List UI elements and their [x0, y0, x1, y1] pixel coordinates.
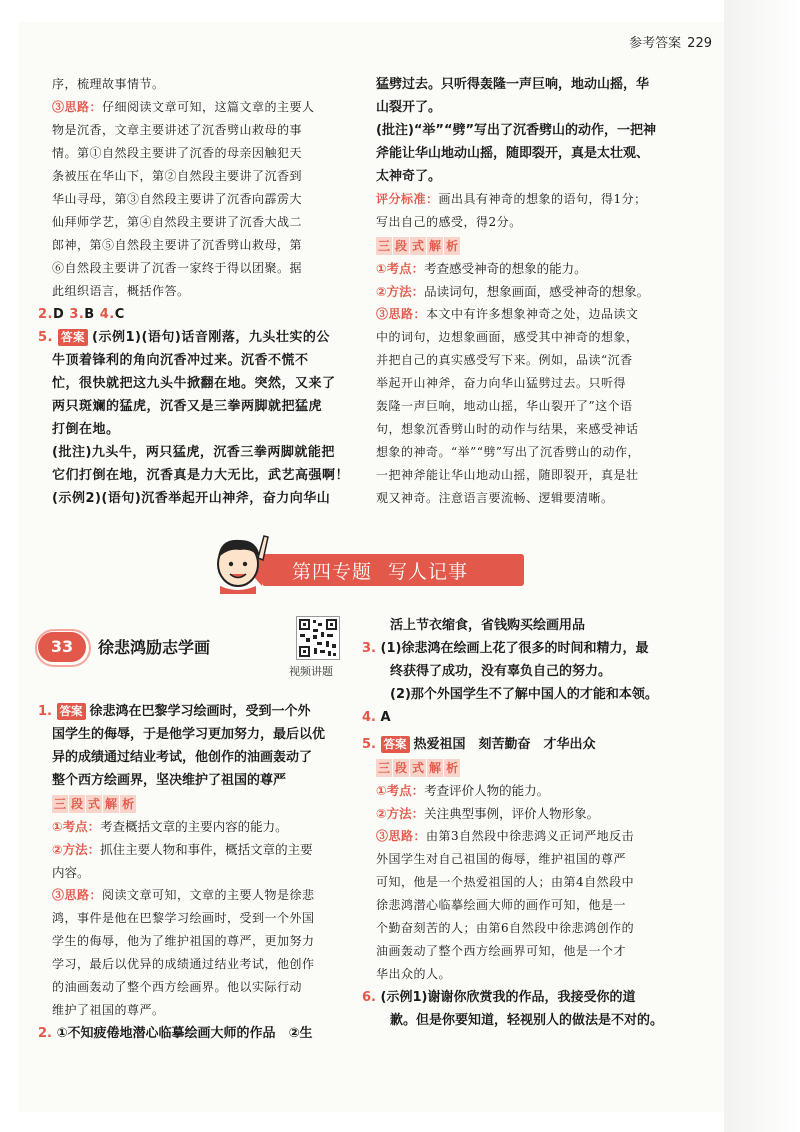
text-line: 句，想象沉香劈山时的动作与结果，来感受神话 [376, 422, 639, 436]
text-span: 考查感受神奇的想象的能力。 [424, 261, 587, 276]
text-line: 仙拜师学艺，第④自然段主要讲了沉香大战二 [52, 215, 303, 229]
text-line: (示例2)(语句)沉香举起开山神斧，奋力向华山 [52, 491, 331, 506]
text-line: 油画轰动了整个西方绘画界可知，他是一个才 [376, 944, 627, 958]
text-line: 山裂开了。 [376, 100, 442, 115]
text-line: 写出自己的感受，得2分。 [376, 215, 522, 229]
q6-number: 6. [362, 990, 376, 1005]
text-line: (批注)九头牛，两只猛虎，沉香三拳两脚就能把 [52, 445, 335, 460]
answers-2-4 [38, 303, 364, 326]
text-span: 由第3自然段中徐悲鸿义正词严地反击 [426, 829, 635, 843]
banner-part2: 写人记事 [388, 561, 469, 583]
text-line: 它们打倒在地，沉香真是力大无比，武艺高强啊！ [52, 468, 350, 483]
label-char: 式 [412, 239, 425, 253]
text-line: 鸿，事件是他在巴黎学习绘画时，受到一个外国 [52, 911, 315, 925]
text-line: 的油画轰动了整个西方绘画界。他以实际行动 [52, 980, 303, 994]
q4-number: 4. [362, 710, 376, 725]
text-line [38, 700, 364, 723]
thinking-tag: ③思路： [52, 888, 103, 902]
label-char: 式 [88, 797, 101, 811]
text-line: 并把自己的真实感受写下来。例如，品读“沉香 [376, 353, 633, 367]
banner-title [292, 557, 468, 584]
text-line: 打倒在地。 [52, 422, 120, 437]
page-header [629, 32, 712, 51]
text-span: (示例1)谢谢你欣赏我的作品，我接受你的道 [380, 990, 636, 1005]
q4-answer: C [114, 307, 125, 322]
text-line: 郎神，第⑤自然段主要讲了沉香劈山救母，第 [52, 238, 303, 252]
text-line: 华出众的人。 [376, 967, 452, 981]
text-line [376, 779, 694, 802]
text-line: 学生的侮辱，他为了维护祖国的尊严，更加努力 [52, 934, 315, 948]
boy-mascot-icon [206, 528, 276, 594]
text-line [376, 303, 694, 326]
page-edge-shadow [724, 0, 800, 1132]
text-line: 情。第①自然段主要讲了沉香的母亲因触犯天 [52, 146, 303, 160]
text-line: 太神奇了。 [376, 169, 442, 184]
text-line: 猛劈过去。只听得轰隆一声巨响，地动山摇，华 [376, 77, 650, 92]
text-line: 华山寻母，第③自然段主要讲了沉香向霹雳大 [52, 192, 303, 206]
text-span: (1)徐悲鸿在绘画上花了很多的时间和精力，最 [380, 641, 649, 656]
text-span: 仔细阅读文章可知，这篇文章的主要人 [102, 100, 315, 114]
answer-label: 答案 [381, 736, 410, 753]
label-char: 解 [105, 797, 118, 811]
thinking-tag: ③思路： [52, 100, 103, 114]
text-line: 可知，他是一个热爱祖国的人；由第4自然段中 [376, 875, 635, 889]
text-line [52, 815, 364, 838]
label-char: 三 [378, 761, 391, 775]
text-span: A [380, 710, 391, 725]
q1-number: 1. [38, 704, 52, 719]
lesson-number-badge: 33 [38, 632, 86, 662]
text-line: 活上节衣缩食，省钱购买绘画用品 [390, 618, 586, 633]
text-span: 考查概括文章的主要内容的能力。 [100, 819, 288, 834]
label-char: 段 [71, 797, 84, 811]
text-line [376, 188, 694, 211]
method-tag: ②方法： [376, 806, 425, 821]
text-line: 终获得了成功，没有辜负自己的努力。 [390, 664, 612, 679]
text-line [52, 838, 364, 861]
q3-number: 3. [69, 307, 85, 322]
left-bottom-column [38, 700, 364, 1045]
text-span: 阅读文章可知，文章的主要人物是徐悲 [102, 888, 315, 902]
text-line: (2)那个外国学生不了解中国人的才能和本领。 [390, 687, 658, 702]
text-span: 画出具有神奇的想象的语句，得1分； [438, 192, 647, 206]
text-span: 本文中有许多想象神奇之处，边品读文 [426, 307, 639, 321]
three-step-analysis-label [376, 759, 461, 777]
text-line: 外国学生对自己祖国的侮辱，维护祖国的尊严 [376, 852, 627, 866]
q3-answer: B [84, 307, 95, 322]
left-top-column [38, 73, 364, 510]
label-char: 解 [429, 761, 442, 775]
q4-number: 4. [99, 307, 115, 322]
text-line: 维护了祖国的尊严。 [52, 1003, 165, 1017]
three-step-analysis-label [376, 237, 461, 255]
text-span: (示例1)(语句)话音刚落，九头壮实的公 [92, 330, 330, 345]
label-char: 段 [395, 239, 408, 253]
scoring-tag: 评分标准： [376, 192, 439, 206]
point-tag: ①考点： [52, 819, 101, 834]
answer-label: 答案 [58, 329, 88, 346]
text-line [362, 986, 694, 1009]
text-line: 序，梳理故事情节。 [52, 77, 165, 91]
text-line [52, 96, 364, 119]
text-span: 抓住主要人物和事件，概括文章的主要 [100, 842, 313, 857]
text-line: 轰隆一声巨响，地动山摇，华山裂开了”这个语 [376, 399, 633, 413]
text-line: 忙，很快就把这九头牛掀翻在地。突然，又来了 [52, 376, 336, 391]
banner-part1: 第四专题 [292, 561, 373, 583]
text-line: 徐悲鸿潜心临摹绘画大师的画作可知，他是一 [376, 898, 627, 912]
text-line: 一把神斧能让华山地动山摇，随即裂开，真是壮 [376, 468, 639, 482]
text-line [376, 825, 694, 848]
text-line [376, 280, 694, 303]
label-char: 段 [395, 761, 408, 775]
q5-number: 5. [38, 330, 53, 345]
thinking-tag: ③思路： [376, 829, 427, 843]
text-line [38, 326, 364, 349]
text-line: 两只斑斓的猛虎，沉香又是三拳两脚就把猛虎 [52, 399, 323, 414]
text-line: 歉。但是你要知道，轻视别人的做法是不对的。 [390, 1013, 664, 1028]
text-span: ①不知疲倦地潜心临摹绘画大师的作品 ②生 [56, 1026, 313, 1041]
text-line [376, 802, 694, 825]
text-line: 此组织语言，概括作答。 [52, 284, 190, 298]
right-bottom-column [362, 614, 694, 1032]
text-line: 举起开山神斧，奋力向华山猛劈过去。只听得 [376, 376, 627, 390]
text-line [362, 706, 694, 729]
page-number: 229 [687, 36, 712, 51]
qr-label: 视频讲题 [289, 665, 333, 678]
text-line: 牛顶着锋利的角向沉香冲过来。沉香不慌不 [52, 353, 309, 368]
text-line [362, 733, 694, 756]
thinking-tag: ③思路： [376, 307, 427, 321]
text-line: 个勤奋刻苦的人；由第6自然段中徐悲鸿创作的 [376, 921, 635, 935]
text-line: 内容。 [52, 865, 90, 880]
text-line: 整个西方绘画界，坚决维护了祖国的尊严 [52, 773, 287, 788]
qr-code-icon[interactable] [296, 616, 340, 660]
label-char: 解 [429, 239, 442, 253]
lesson-header [38, 632, 298, 664]
text-line: 条被压在华山下，第②自然段主要讲了沉香到 [52, 169, 303, 183]
q3-number: 3. [362, 641, 376, 656]
right-top-column [376, 73, 694, 510]
text-line [362, 637, 694, 660]
text-line: ⑥自然段主要讲了沉香一家终于得以团聚。据 [52, 261, 303, 275]
three-step-analysis-label [52, 795, 137, 813]
method-tag: ②方法： [52, 842, 101, 857]
text-line: (批注)“举”“劈”写出了沉香劈山的动作，一把神 [376, 123, 657, 138]
point-tag: ①考点： [376, 261, 425, 276]
label-char: 三 [378, 239, 391, 253]
method-tag: ②方法： [376, 284, 425, 299]
q2-number: 2. [38, 307, 53, 322]
text-line: 异的成绩通过结业考试，他创作的油画轰动了 [52, 750, 313, 765]
text-span: 关注典型事例，评价人物形象。 [424, 806, 600, 821]
header-section: 参考答案 [629, 36, 682, 51]
q5-block [38, 326, 364, 510]
point-tag: ①考点： [376, 783, 425, 798]
topic-banner [206, 528, 526, 594]
text-line: 观又神奇。注意语言要流畅、逻辑要清晰。 [376, 491, 614, 505]
text-span: 考查评价人物的能力。 [424, 783, 550, 798]
text-line: 物是沉香，文章主要讲述了沉香劈山救母的事 [52, 123, 303, 137]
label-char: 式 [412, 761, 425, 775]
text-span: 品读词句，想象画面，感受神奇的想象。 [424, 284, 650, 299]
text-line [38, 1022, 364, 1045]
text-line: 想象的神奇。“举”“劈”写出了沉香劈山的动作， [376, 445, 641, 459]
label-char: 三 [54, 797, 67, 811]
text-line: 学习，最后以优异的成绩通过结业考试，他创作 [52, 957, 315, 971]
label-char: 析 [446, 761, 459, 775]
text-line: 斧能让华山地动山摇，随即裂开，真是太壮观、 [376, 146, 650, 161]
text-span: 徐悲鸿在巴黎学习绘画时，受到一个外 [89, 704, 311, 719]
text-line [52, 884, 364, 907]
label-char: 析 [122, 797, 135, 811]
text-line [376, 257, 694, 280]
q1-block [38, 700, 364, 792]
text-span: 热爱祖国 刻苦勤奋 才华出众 [413, 737, 596, 752]
answer-label: 答案 [57, 703, 86, 720]
text-line: 中的词句，边想象画面，感受其中神奇的想象， [376, 330, 639, 344]
q2-number: 2. [38, 1026, 52, 1041]
q2-answer: D [52, 307, 65, 322]
label-char: 析 [446, 239, 459, 253]
lesson-title: 徐悲鸿励志学画 [98, 638, 211, 657]
text-line: 国学生的侮辱，于是他学习更加努力，最后以优 [52, 727, 326, 742]
q5-number: 5. [362, 737, 376, 752]
